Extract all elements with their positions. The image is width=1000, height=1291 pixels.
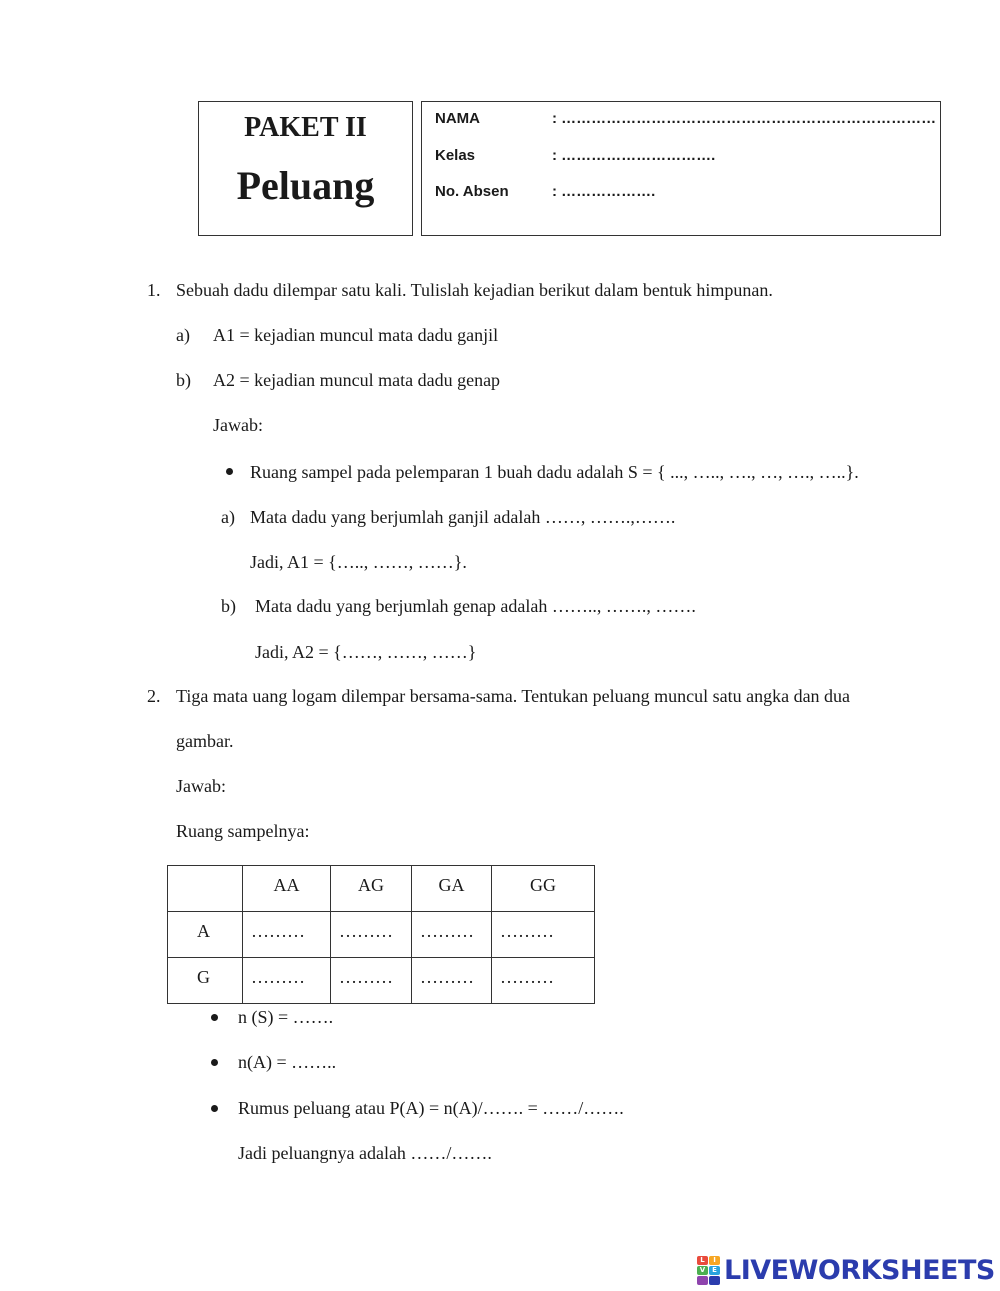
q1-sample-space[interactable]: Ruang sampel pada pelemparan 1 buah dadu adalah S = { ..., ….., …., …, …., …..}. <box>250 462 859 482</box>
q1-ans-b-marker: b) <box>221 596 236 616</box>
table-row <box>168 958 595 1004</box>
logo-tile <box>697 1276 708 1285</box>
table-row <box>168 912 595 958</box>
table-cell[interactable]: ……… <box>243 912 331 958</box>
sample-space-table <box>167 865 595 1004</box>
q2-number: 2. <box>147 686 161 706</box>
logo-tile: E <box>709 1266 720 1275</box>
bullet-icon <box>226 468 233 475</box>
q1-ans-b-text[interactable]: Mata dadu yang berjumlah genap adalah …….., ……., ……. <box>255 596 696 616</box>
logo-tile: I <box>709 1256 720 1265</box>
worksheet-package-label: PAKET II <box>244 112 367 143</box>
q1-ans-a-marker: a) <box>221 507 235 527</box>
q1-a-text: A1 = kejadian muncul mata dadu ganjil <box>213 325 499 345</box>
q1-b-marker: b) <box>176 370 191 390</box>
table-header-cell: AG <box>331 866 412 912</box>
q1-jawab: Jawab: <box>213 415 263 435</box>
student-info-box <box>421 101 941 236</box>
absen-label: No. Absen <box>435 183 509 200</box>
class-field[interactable]: : …………………………. <box>552 147 716 164</box>
table-cell[interactable]: ……… <box>412 912 492 958</box>
table-row-label: G <box>168 958 243 1004</box>
class-label: Kelas <box>435 147 476 164</box>
q2-text-line1: Tiga mata uang logam dilempar bersama-sama. Tentukan peluang muncul satu angka dan dua <box>176 686 851 706</box>
logo-tile: L <box>697 1256 708 1265</box>
logo-tile <box>709 1276 720 1285</box>
q1-ans-a-jadi[interactable]: Jadi, A1 = {….., ……, ……}. <box>250 552 467 572</box>
q1-ans-a-text[interactable]: Mata dadu yang berjumlah ganjil adalah ……, …….,……. <box>250 507 676 527</box>
name-label: NAMA <box>435 110 480 127</box>
table-header-cell <box>168 866 243 912</box>
table-cell[interactable]: ……… <box>412 958 492 1004</box>
q2-jadi[interactable]: Jadi peluangnya adalah ……/……. <box>238 1143 492 1163</box>
q1-a-marker: a) <box>176 325 190 345</box>
worksheet-topic: Peluang <box>236 163 375 208</box>
q1-ans-b-jadi[interactable]: Jadi, A2 = {……, ……, ……} <box>255 642 477 662</box>
q1-b-text: A2 = kejadian muncul mata dadu genap <box>213 370 501 390</box>
bullet-icon <box>211 1014 218 1021</box>
table-header-row <box>168 866 595 912</box>
table-header-cell: GA <box>412 866 492 912</box>
liveworksheets-logo <box>697 1255 995 1285</box>
table-header-cell: GG <box>492 866 595 912</box>
name-field[interactable]: : ………………………………………………………………… <box>552 110 937 127</box>
table-cell[interactable]: ……… <box>243 958 331 1004</box>
q1-number: 1. <box>147 280 161 300</box>
q2-ruang-sampel: Ruang sampelnya: <box>176 821 310 841</box>
table-cell[interactable]: ……… <box>331 958 412 1004</box>
table-header-cell: AA <box>243 866 331 912</box>
logo-text: LIVEWORKSHEETS <box>724 1254 995 1286</box>
table-cell[interactable]: ……… <box>331 912 412 958</box>
bullet-icon <box>211 1059 218 1066</box>
table-cell[interactable]: ……… <box>492 912 595 958</box>
table-cell[interactable]: ……… <box>492 958 595 1004</box>
logo-mark-icon <box>697 1256 720 1285</box>
q2-text-line2: gambar. <box>176 731 234 751</box>
table-row-label: A <box>168 912 243 958</box>
absen-field[interactable]: : ………………. <box>552 183 656 200</box>
bullet-icon <box>211 1105 218 1112</box>
q2-n-s[interactable]: n (S) = ……. <box>238 1007 334 1027</box>
title-box <box>198 101 413 236</box>
q1-text: Sebuah dadu dilempar satu kali. Tulislah kejadian berikut dalam bentuk himpunan. <box>176 280 773 300</box>
logo-tile: V <box>697 1266 708 1275</box>
q2-n-a[interactable]: n(A) = …….. <box>238 1052 337 1072</box>
q2-jawab: Jawab: <box>176 776 226 796</box>
q2-formula[interactable]: Rumus peluang atau P(A) = n(A)/……. = ……/……. <box>238 1098 624 1118</box>
